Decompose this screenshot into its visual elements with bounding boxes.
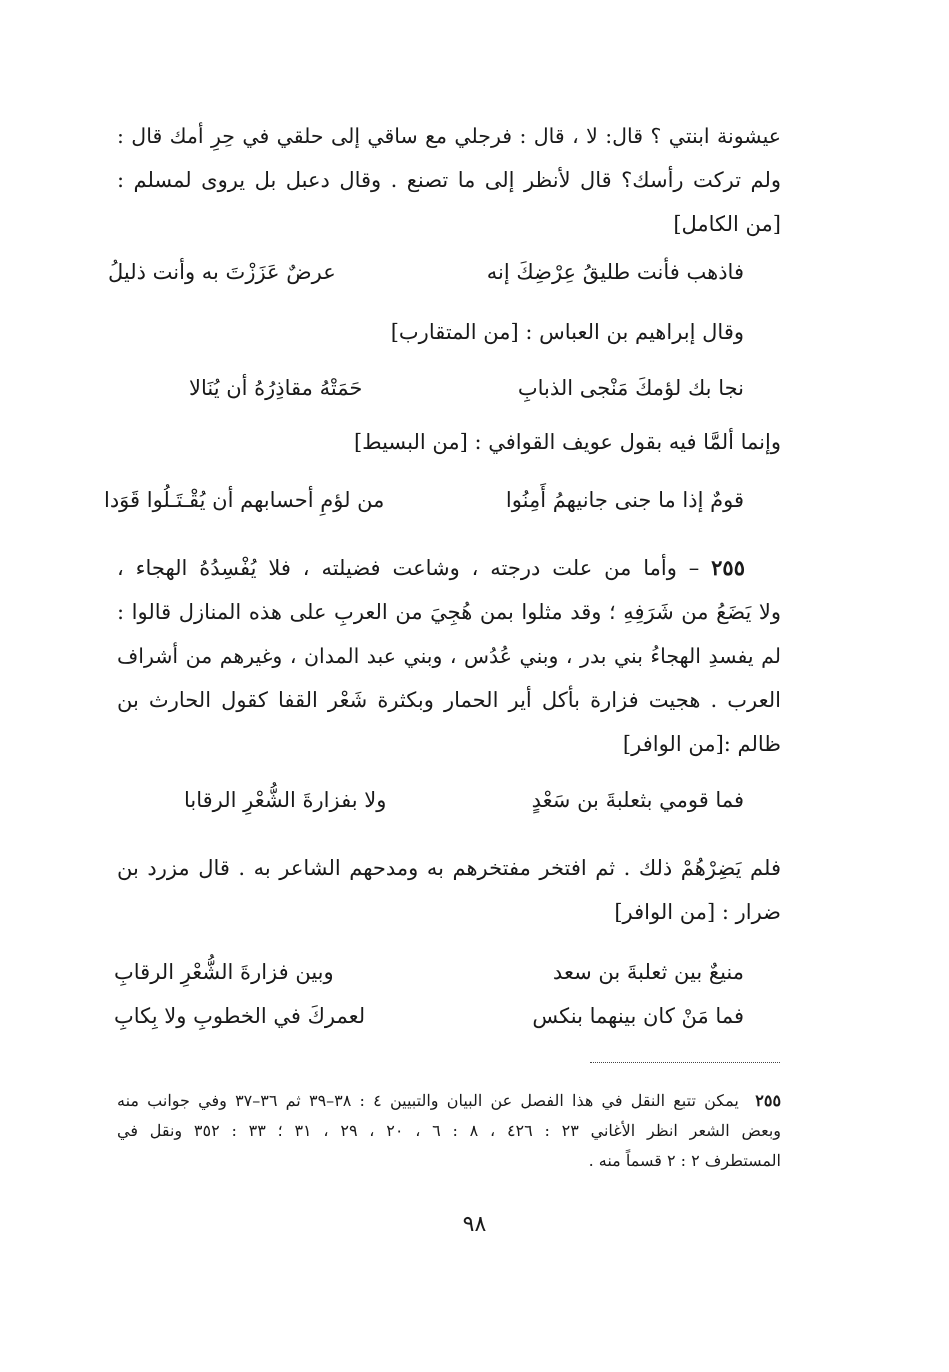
text-line: العرب . هجيت فزارة بأكل أير الحمار وبكثرة شَعْر القفا كقول الحارث بن: [117, 688, 781, 712]
verse-line-1: [108, 252, 744, 292]
paragraph-5: [117, 846, 781, 934]
verse-line-6: [114, 996, 744, 1036]
text-line: عيشونة ابنتي ؟ قال: لا ، قال : فرجلي مع ساقي إلى حلقي في حِرِ أمك قال :: [117, 124, 781, 148]
text-line: ولم تركت رأسك؟ قال لأنظر إلى ما تصنع . وقال دعبل بل يروى لمسلم :: [117, 168, 781, 192]
footnote-line: وبعض الشعر انظر الأغاني ٢٣ : ٤٢٦ ، ٨ : ٦ ، ٢٠ ، ٢٩ ، ٣١ ؛ ٣٣ : ٣٥٢ ونقل في: [117, 1121, 782, 1140]
verse-first-hemistich: منيعٌ بين ثعلبةَ بن سعد: [552, 960, 744, 984]
verse-second-hemistich: من لؤمِ أحسابهم أن يُقْـتَـلُوا قَوَدا: [104, 488, 385, 512]
paragraph-1: [117, 114, 781, 246]
footnote-line: المستطرف ٢ : ٢ قسماً منه .: [588, 1151, 781, 1170]
verse-first-hemistich: فاذهب فأنت طليقُ عِرْضِكَ إنه: [486, 260, 744, 284]
footnote-divider: [590, 1062, 780, 1063]
page-number: ٩٨: [462, 1212, 487, 1237]
section-255-paragraph: [117, 546, 781, 766]
section-number: ٢٥٥: [711, 555, 745, 580]
text-line: لم يفسدِ الهجاءُ بني بدر ، وبني عُدُس ، وبني عبد المدان ، وغيرهم من أشراف: [117, 644, 781, 668]
verse-line-2: [189, 368, 744, 408]
text-line: وإنما ألمَّا فيه بقول عويف القوافي : [من البسيط]: [353, 430, 781, 454]
verse-second-hemistich: حَمَتْهُ مقاذِرُهُ أن يُنَالا: [189, 376, 363, 400]
verse-line-5: [114, 952, 744, 992]
verse-first-hemistich: نجا بك لؤمكَ مَنْجى الذبابِ: [517, 376, 744, 400]
verse-second-hemistich: ولا بفزارةَ الشُّعْرِ الرقابا: [184, 788, 387, 812]
verse-line-3: [104, 480, 744, 520]
text-line: فلم يَضِرْهُمْ ذلك . ثم افتخر مفتخرهم به ومدحهم الشاعر به . قال مزرد بن: [117, 856, 781, 880]
text-line: وقال إبراهيم بن العباس : [من المتقارب]: [390, 320, 744, 344]
verse-first-hemistich: فما قومي بثعلبةَ بن سَعْدٍ: [531, 788, 744, 812]
paragraph-2: [391, 312, 744, 352]
verse-first-hemistich: فما مَنْ كان بينهما بنكس: [532, 1004, 744, 1028]
verse-second-hemistich: عرضٌ عَزَزْتَ به وأنت ذليلُ: [108, 260, 336, 284]
meter-label: [من الكامل]: [673, 212, 781, 236]
footnote-line: ٢٥٥ يمكن تتبع النقل في هذا الفصل عن البيان والتبيين ٤ : ٣٨–٣٩ ثم ٣٦–٣٧ وفي جوانب منه: [117, 1091, 782, 1110]
footnote: [117, 1086, 781, 1176]
verse-first-hemistich: قومٌ إذا ما جنى جانيهمُ أَمِنُوا: [505, 488, 744, 512]
text-line: ٢٥٥ – وأما من علت درجته ، وشاعت فضيلته ، فلا يُفْسِدُهُ الهجاء ،: [117, 555, 745, 580]
paragraph-3: [354, 422, 781, 462]
footnote-number: ٢٥٥: [755, 1091, 782, 1110]
meter-label: ضرار : [من الوافر]: [614, 900, 781, 924]
meter-label: ظالم :[من الوافر]: [622, 732, 781, 756]
text-line: ولا يَضَعُ من شَرَفِهِ ؛ وقد مثلوا بمن هُجِيَ من العربِ على هذه المنازل قالوا :: [117, 600, 781, 624]
verse-line-4: [184, 780, 744, 820]
verse-second-hemistich: وبين فزارةَ الشُّعْرِ الرقابِ: [114, 960, 334, 984]
verse-second-hemistich: لعمركَ في الخطوبِ ولا بِكابِ: [114, 1004, 366, 1028]
